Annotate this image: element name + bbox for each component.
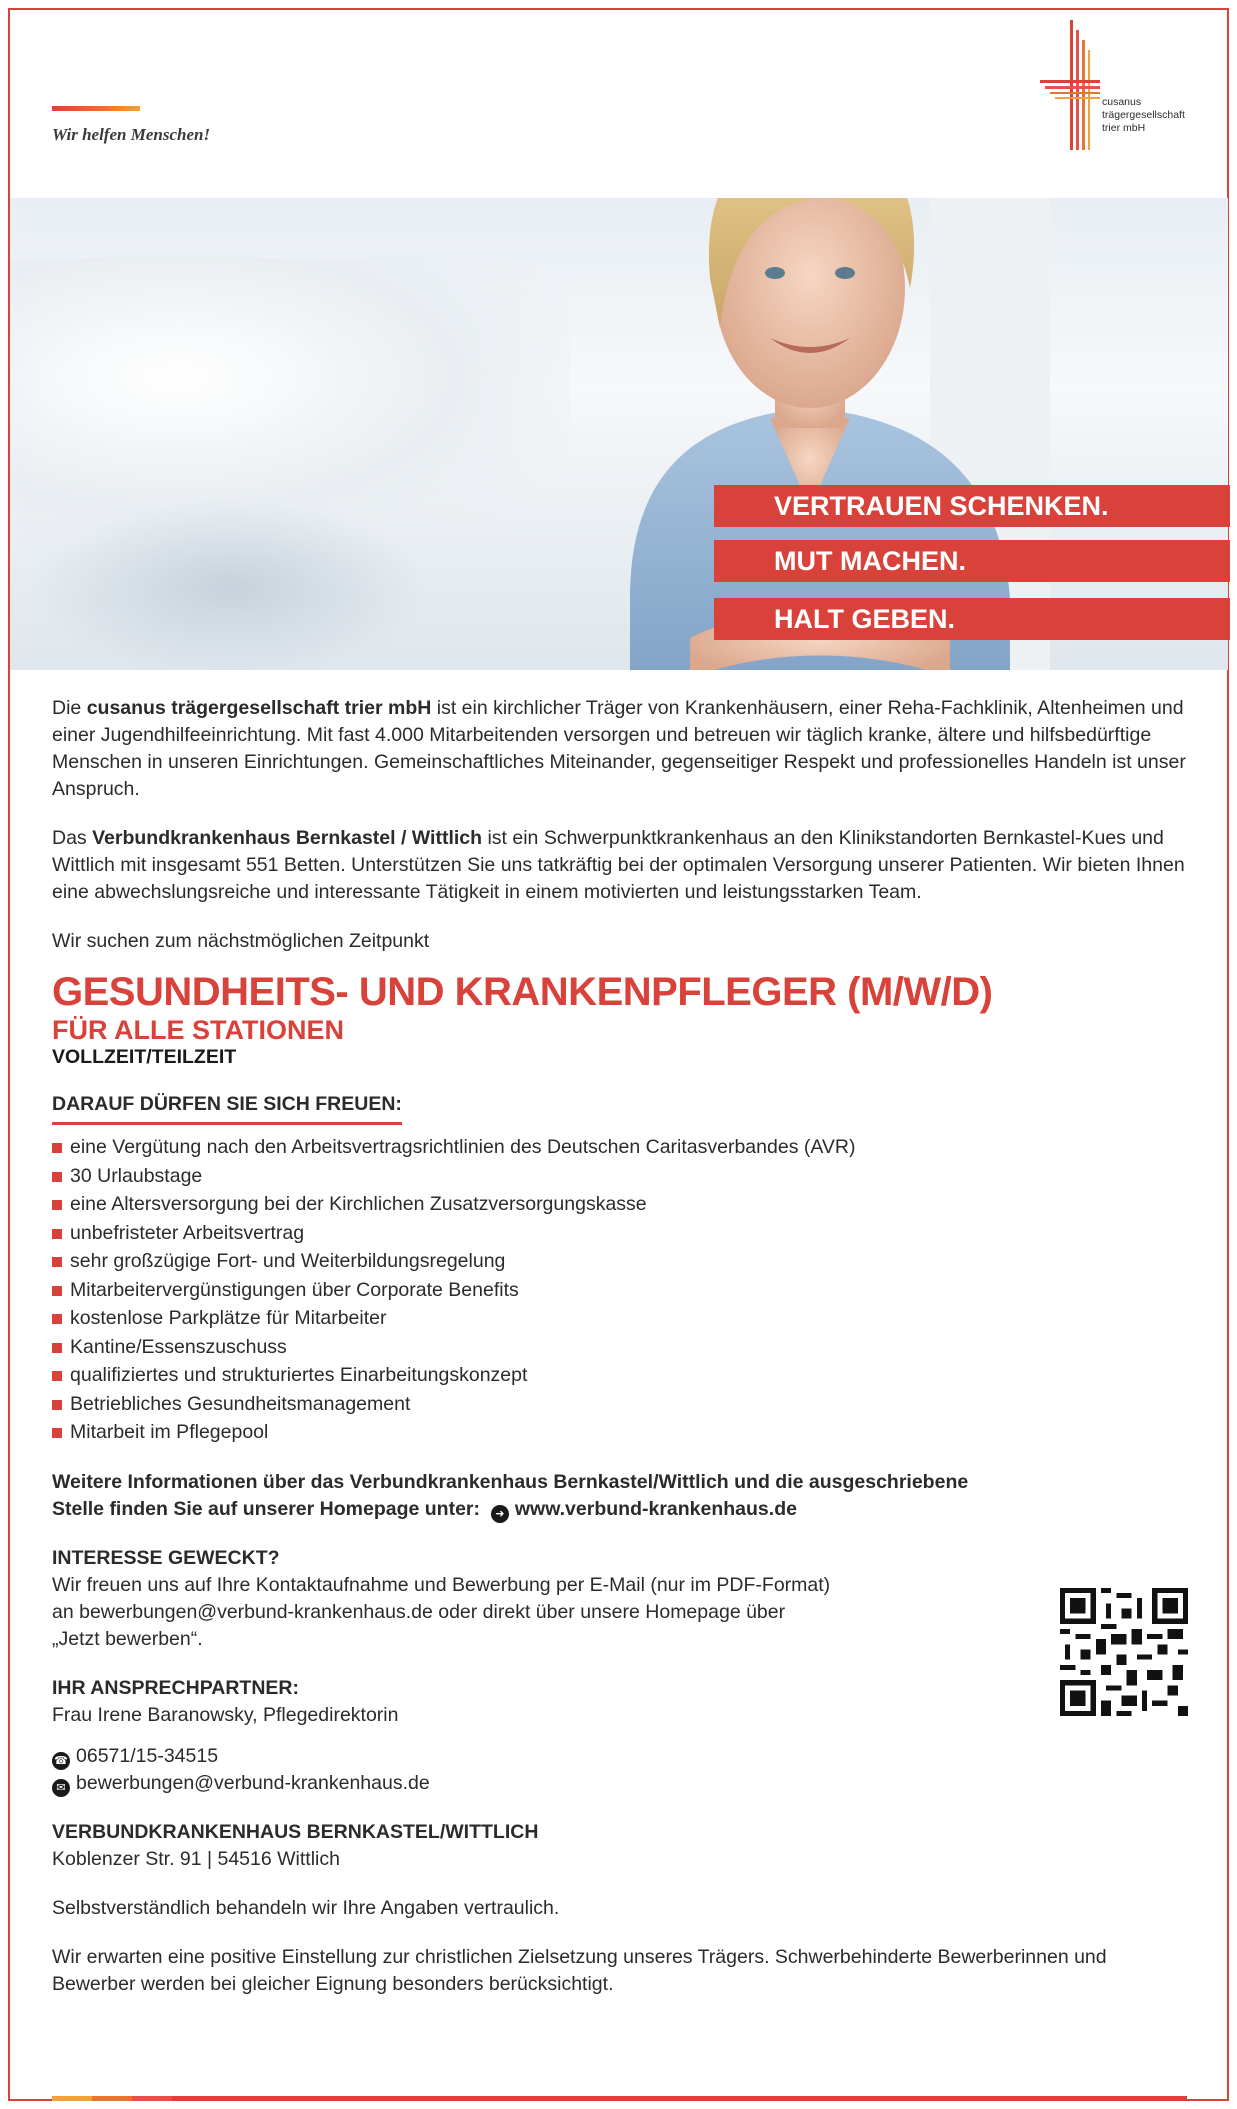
bottom-color-bars bbox=[52, 2096, 1187, 2101]
interest-line-2: an bewerbungen@verbund-krankenhaus.de oder direkt über unsere Homepage über bbox=[52, 1600, 786, 1623]
logo-text: cusanus trägergesellschaft trier mbH bbox=[1102, 96, 1185, 134]
list-item: kostenlose Parkplätze für Mitarbeiter bbox=[52, 1304, 1187, 1333]
address-org: VERBUNDKRANKENHAUS BERNKASTEL/WITTLICH bbox=[52, 1820, 539, 1843]
list-item: sehr großzügige Fort- und Weiterbildungsregelung bbox=[52, 1247, 1187, 1276]
list-item: qualifiziertes und strukturiertes Einarbeitungskonzept bbox=[52, 1361, 1187, 1390]
list-item: 30 Urlaubstage bbox=[52, 1162, 1187, 1191]
homepage-link[interactable]: www.verbund-krankenhaus.de bbox=[514, 1497, 797, 1520]
ad-body bbox=[52, 695, 1187, 1998]
list-item: Mitarbeit im Pflegepool bbox=[52, 1418, 1187, 1447]
contact-email[interactable]: bewerbungen@verbund-krankenhaus.de bbox=[76, 1771, 430, 1794]
job-time: VOLLZEIT/TEILZEIT bbox=[52, 1046, 237, 1068]
hero-slogan-3: HALT GEBEN. bbox=[714, 598, 1230, 640]
list-item: Betriebliches Gesundheitsmanagement bbox=[52, 1390, 1187, 1419]
job-title: GESUNDHEITS- UND KRANKENPFLEGER (M/W/D) bbox=[52, 970, 993, 1014]
interest-line-3: „Jetzt bewerben“. bbox=[52, 1627, 203, 1650]
brand-bar bbox=[52, 106, 140, 111]
header-slogan: Wir helfen Menschen! bbox=[52, 125, 211, 144]
phone-icon: ☎ bbox=[52, 1752, 70, 1770]
list-item: Mitarbeitervergünstigungen über Corporate Benefits bbox=[52, 1276, 1187, 1305]
benefits-heading: DARAUF DÜRFEN SIE SICH FREUEN: bbox=[52, 1091, 402, 1125]
more-info-line-1: Weitere Informationen über das Verbundkrankenhaus Bernkastel/Wittlich und die ausgeschriebene bbox=[52, 1470, 969, 1493]
job-subtitle: FÜR ALLE STATIONEN bbox=[52, 1015, 344, 1045]
intro-paragraph-2: Das Verbundkrankenhaus Bernkastel / Wittlich ist ein Schwerpunktkrankenhaus an den Klinikstandorten Bernkastel-Kues und Wittlich mit insgesamt 551 Betten. Unterstützen Sie uns tatkräftig bei der optimalen Versorgung unserer Patienten. Wir bieten Ihnen eine abwechslungsreiche und interessante Tätigkeit in einem motivierten und leistungsstarken Team. bbox=[52, 827, 1185, 903]
mail-icon: ✉ bbox=[52, 1779, 70, 1797]
contact-name: Frau Irene Baranowsky, Pflegedirektorin bbox=[52, 1703, 399, 1726]
qr-code-icon[interactable] bbox=[1060, 1588, 1188, 1716]
benefits-list bbox=[52, 1133, 1187, 1447]
intro-paragraph-1: Die cusanus trägergesellschaft trier mbH ist ein kirchlicher Träger von Krankenhäusern, einer Reha-Fachklinik, Altenheimen und einer Jugendhilfeeinrichtung. Mit fast 4.000 Mitarbeitenden versorgen und betreuen wir täglich kranke, ältere und hilfsbedürftige Menschen in unseren Einrichtungen. Gemeinschaftliches Miteinander, gegenseitiger Respekt und professionelles Handeln ist unser Anspruch. bbox=[52, 697, 1186, 800]
more-info-line-2: Stelle finden Sie auf unserer Homepage unter: ➜ www.verbund-krankenhaus.de bbox=[52, 1496, 1187, 1523]
confidential-note: Selbstverständlich behandeln wir Ihre Angaben vertraulich. bbox=[52, 1896, 560, 1919]
contact-phone-row bbox=[52, 1743, 1187, 1770]
contact-phone[interactable]: 06571/15-34515 bbox=[76, 1744, 219, 1767]
interest-line-1: Wir freuen uns auf Ihre Kontaktaufnahme und Bewerbung per E-Mail (nur im PDF-Format) bbox=[52, 1573, 831, 1596]
list-item: unbefristeter Arbeitsvertrag bbox=[52, 1219, 1187, 1248]
list-item: Kantine/Essenszuschuss bbox=[52, 1333, 1187, 1362]
intro-paragraph-3: Wir suchen zum nächstmöglichen Zeitpunkt bbox=[52, 930, 430, 952]
list-item: eine Altersversorgung bei der Kirchlichen Zusatzversorgungskasse bbox=[52, 1190, 1187, 1219]
list-item: eine Vergütung nach den Arbeitsvertragsrichtlinien des Deutschen Caritasverbandes (AVR) bbox=[52, 1133, 1187, 1162]
address-street: Koblenzer Str. 91 | 54516 Wittlich bbox=[52, 1847, 340, 1870]
contact-heading: IHR ANSPRECHPARTNER: bbox=[52, 1676, 300, 1699]
interest-heading: INTERESSE GEWECKT? bbox=[52, 1546, 280, 1569]
hero-slogan-1: VERTRAUEN SCHENKEN. bbox=[714, 485, 1230, 527]
cursor-icon: ➜ bbox=[491, 1505, 509, 1523]
hero-slogan-2: MUT MACHEN. bbox=[714, 540, 1230, 582]
contact-email-row bbox=[52, 1770, 1187, 1797]
closing-note: Wir erwarten eine positive Einstellung zur christlichen Zielsetzung unseres Trägers. Schwerbehinderte Bewerberinnen und Bewerber werden bei gleicher Eignung besonders berücksichtigt. bbox=[52, 1945, 1107, 1995]
